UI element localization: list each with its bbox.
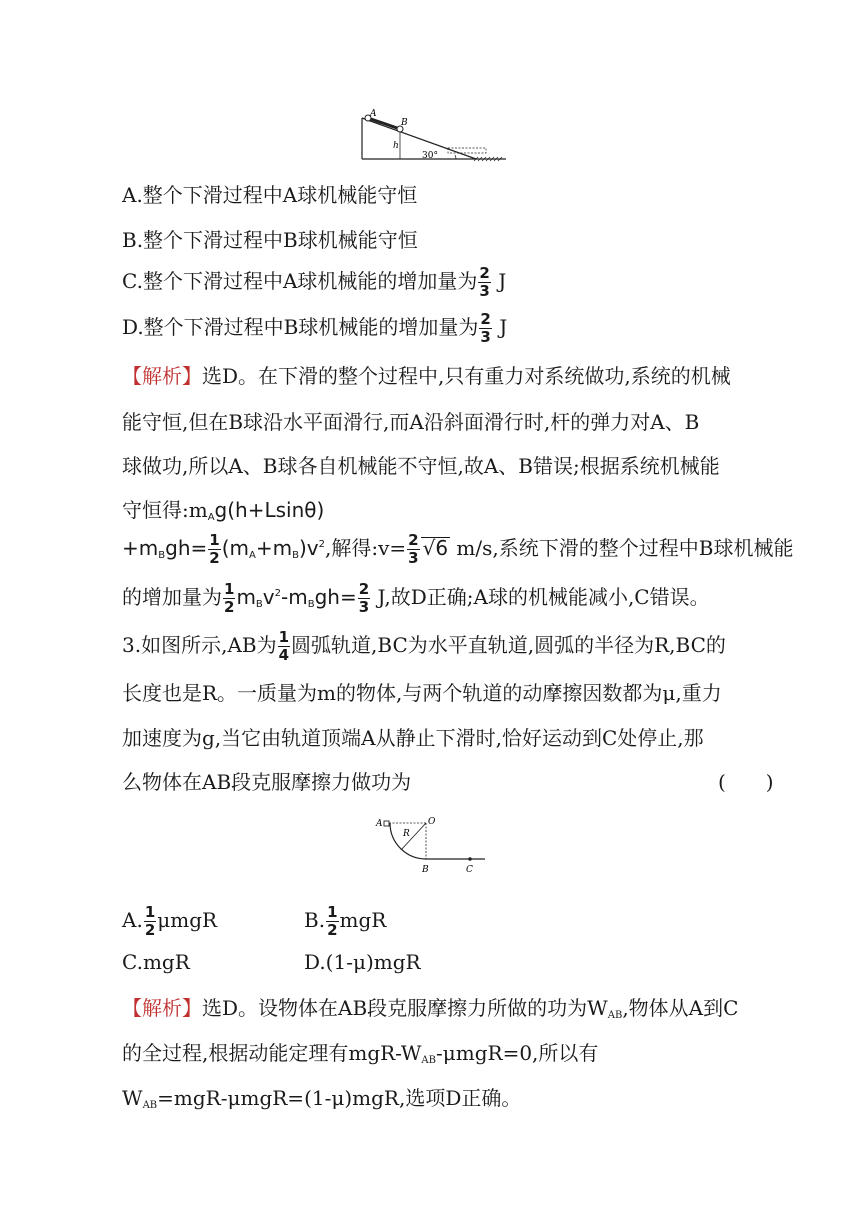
analysis-tag: 【解析】: [122, 996, 202, 1020]
q3-analysis-line3: $W_{AB}=mgR-\mu mgR=(1-\mu)mgR$,选项D正确。: [122, 1086, 522, 1111]
label-b: B: [422, 865, 429, 875]
label-h: h: [393, 141, 399, 151]
q2-analysis-line6: 的增加量为 $\frac{1}{2}$ $m_Bv^2-m_Bgh=$ $\frac{2}{3}$ J,故D正确;A球的机械能减小,C错误。: [122, 580, 710, 616]
analysis-tag: 【解析】: [122, 364, 202, 388]
q3-option-c: C.mgR: [122, 950, 190, 974]
q3-option-a: A. $\frac{1}{2}$ μmgR: [122, 903, 218, 939]
q2-option-d: [122, 312, 507, 345]
q3-option-d: D.(1-μ)mgR: [304, 950, 421, 974]
q3-line1: 3.如图所示,AB为 $\frac{1}{4}$ 圆弧轨道,BC为水平直轨道,圆弧的半径为R,BC的: [122, 628, 726, 664]
q2-analysis-line2: 能守恒,但在B球沿水平面滑行,而A沿斜面滑行时,杆的弹力对A、B: [122, 410, 700, 434]
label-b: B: [401, 118, 408, 128]
fraction: $\frac{1}{2}$: [224, 580, 235, 616]
q2-analysis-line5: $+m_Bgh=$ $\frac{1}{2}$ $(m_A+m_B)v^2$,解得:v= $\frac{2}{3}$ √6 m/s,系统下滑的整个过程中B球机械能: [122, 531, 794, 567]
q2-option-c-text: C.整个下滑过程中A球机械能的增加量为: [122, 269, 478, 293]
fraction: $\frac{2}{3}$: [408, 531, 419, 567]
unit: J: [498, 269, 507, 293]
q2-analysis-line3: 球做功,所以A、B球各自机械能不守恒,故A、B错误;根据系统机械能: [122, 454, 720, 478]
answer-paren: ( ): [718, 770, 774, 794]
q2-option-c: [122, 266, 506, 299]
label-r: R: [403, 829, 410, 839]
incline-figure: [356, 108, 506, 164]
fraction: $\frac{2}{3}$: [358, 580, 370, 616]
label-o: O: [428, 817, 436, 827]
label-a: A: [370, 109, 377, 119]
unit: J: [499, 315, 508, 339]
label-c: C: [466, 865, 473, 875]
q3-analysis-line1: 【解析】选D。设物体在AB段克服摩擦力所做的功为$W_{AB}$,物体从A到C: [122, 996, 739, 1021]
q3-line3: 加速度为g,当它由轨道顶端A从静止下滑时,恰好运动到C处停止,那: [122, 726, 704, 750]
q2-analysis-line1: 【解析】选D。在下滑的整个过程中,只有重力对系统做功,系统的机械: [122, 364, 731, 388]
q2-option-b: B.整个下滑过程中B球机械能守恒: [122, 228, 418, 252]
q2-analysis-line4: 守恒得$:m_Ag(h+Lsin\theta)$: [122, 498, 325, 523]
q3-option-b: B. $\frac{1}{2}$ mgR: [304, 903, 387, 939]
q3-line4: 么物体在AB段克服摩擦力做功为: [122, 770, 412, 794]
q2-option-d-text: D.整个下滑过程中B球机械能的增加量为: [122, 315, 479, 339]
label-angle: 30°: [422, 151, 438, 161]
arc-track-figure: [370, 814, 490, 878]
fraction: $\frac{1}{2}$: [327, 903, 338, 939]
sqrt: √6: [422, 536, 449, 560]
fraction: $\frac{2}{3}$: [480, 310, 491, 346]
q2-option-a: A.整个下滑过程中A球机械能守恒: [122, 183, 418, 207]
fraction: $\frac{1}{2}$: [144, 903, 156, 939]
q3-analysis-line2: 的全过程,根据动能定理有mgR-$W_{AB}-\mu mgR=0$,所以有: [122, 1041, 599, 1066]
q3-line2: 长度也是R。一质量为m的物体,与两个轨道的动摩擦因数都为μ,重力: [122, 681, 722, 705]
label-a: A: [376, 819, 383, 829]
fraction: $\frac{1}{4}$: [278, 628, 290, 664]
fraction: $\frac{2}{3}$: [479, 264, 490, 300]
fraction: $\frac{1}{2}$: [209, 531, 220, 567]
